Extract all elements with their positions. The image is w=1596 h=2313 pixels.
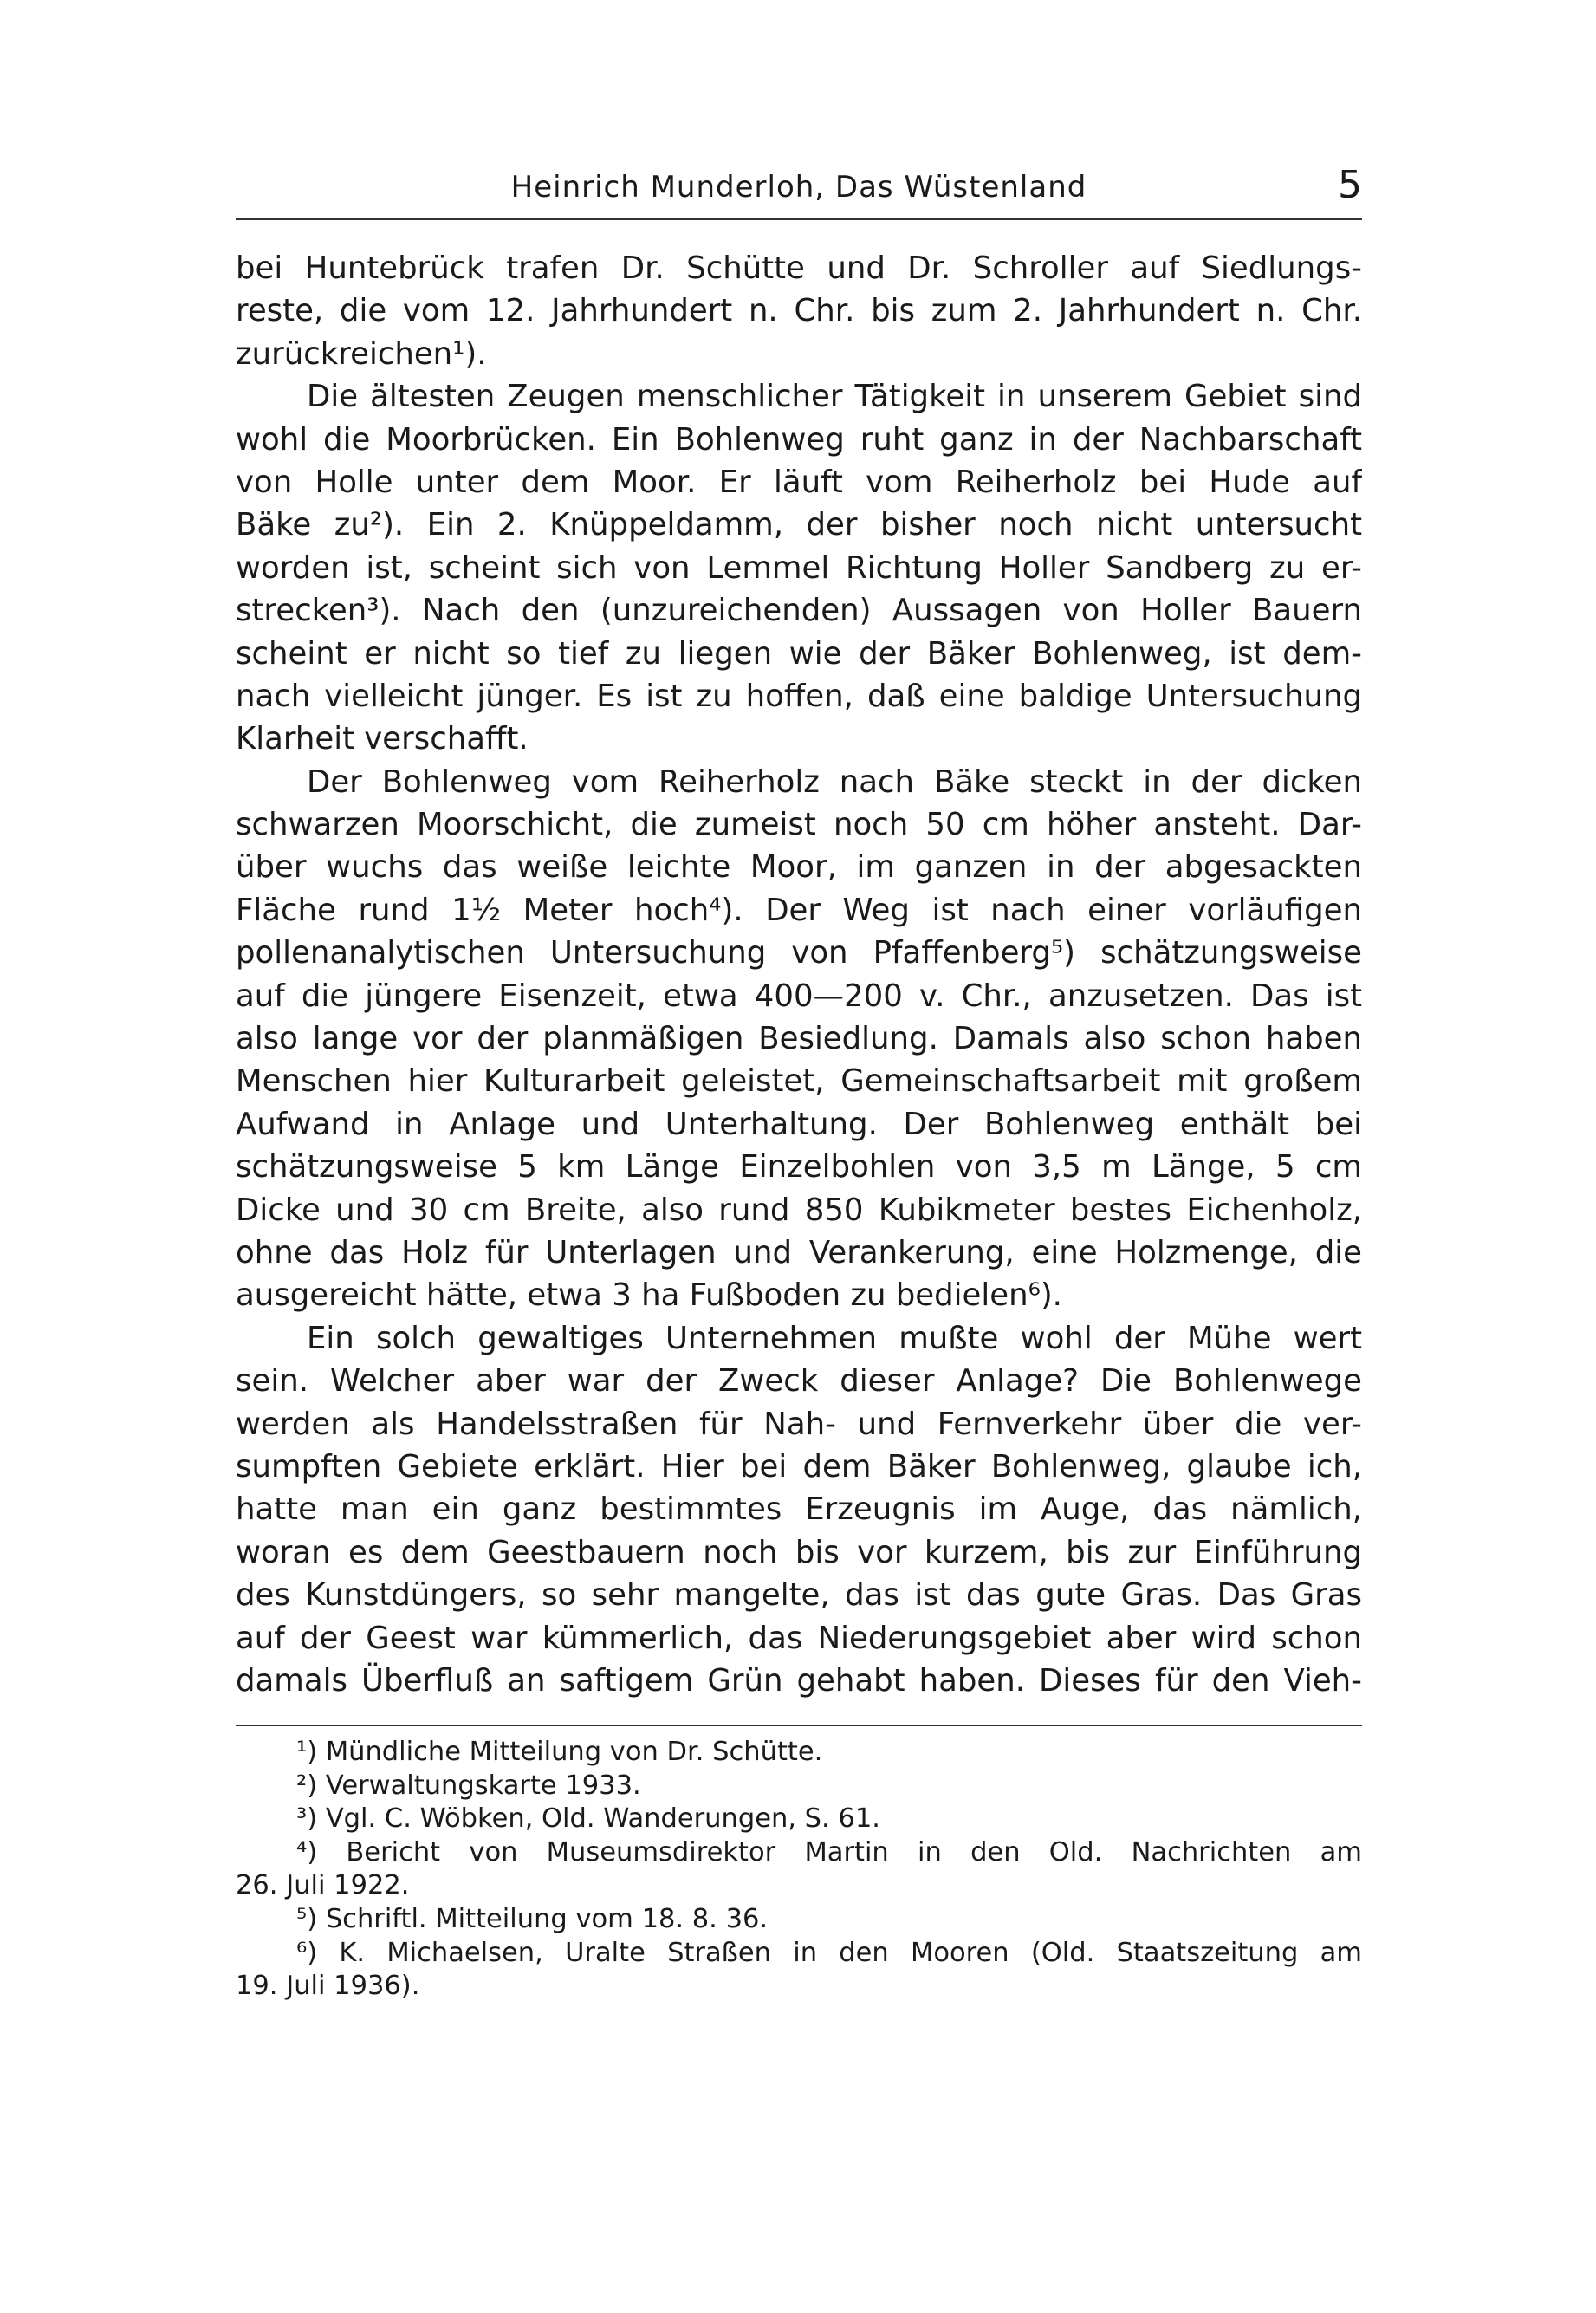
text-line: Menschen hier Kulturarbeit geleistet, Gemeinschaftsarbeit mit großem xyxy=(236,1063,1362,1100)
footnote-line: ⁶) K. Michaelsen, Uralte Straßen in den Mooren (Old. Staatszeitung am xyxy=(296,1937,1362,1968)
text-line: werden als Handelsstraßen für Nah- und Fernverkehr über die ver- xyxy=(236,1406,1362,1442)
text-line: Dicke und 30 cm Breite, also rund 850 Kubikmeter bestes Eichenholz, xyxy=(236,1192,1362,1228)
text-line: strecken³). Nach den (unzureichenden) Aussagen von Holler Bauern xyxy=(236,593,1362,629)
footnote-line: 26. Juli 1922. xyxy=(236,1870,410,1901)
main-text xyxy=(236,247,1362,1702)
footnote-line: ³) Vgl. C. Wöbken, Old. Wanderungen, S. 61. xyxy=(296,1803,880,1835)
page-header xyxy=(236,163,1362,215)
text-line: worden ist, scheint sich von Lemmel Richtung Holler Sandberg zu er- xyxy=(236,549,1362,586)
text-line: Klarheit verschafft. xyxy=(236,721,529,757)
running-title: Heinrich Munderloh, Das Wüstenland xyxy=(510,170,1087,205)
text-line: also lange vor der planmäßigen Besiedlung. Damals also schon haben xyxy=(236,1021,1362,1057)
footnote-line: ⁴) Bericht von Museumsdirektor Martin in den Old. Nachrichten am xyxy=(296,1836,1362,1868)
text-line: des Kunstdüngers, so sehr mangelte, das ist das gute Gras. Das Gras xyxy=(236,1577,1362,1614)
text-line: Bäke zu²). Ein 2. Knüppeldamm, der bisher noch nicht untersucht xyxy=(236,507,1362,543)
footnote-line: 19. Juli 1936). xyxy=(236,1971,420,2002)
text-line: Ein solch gewaltiges Unternehmen mußte wohl der Mühe wert xyxy=(307,1320,1362,1356)
text-line: von Holle unter dem Moor. Er läuft vom Reiherholz bei Hude auf xyxy=(236,464,1362,500)
text-line: pollenanalytischen Untersuchung von Pfaffenberg⁵) schätzungsweise xyxy=(236,935,1362,971)
text-line: hatte man ein ganz bestimmtes Erzeugnis im Auge, das nämlich, xyxy=(236,1491,1362,1528)
text-line: Aufwand in Anlage und Unterhaltung. Der Bohlenweg enthält bei xyxy=(236,1106,1362,1142)
text-line: bei Huntebrück trafen Dr. Schütte und Dr. Schroller auf Siedlungs- xyxy=(236,250,1362,286)
footnote-line: ¹) Mündliche Mitteilung von Dr. Schütte. xyxy=(296,1737,823,1767)
text-line: sein. Welcher aber war der Zweck dieser Anlage? Die Bohlenwege xyxy=(236,1363,1362,1400)
footnote-line: ²) Verwaltungskarte 1933. xyxy=(296,1770,641,1801)
text-line: wohl die Moorbrücken. Ein Bohlenweg ruht ganz in der Nachbarschaft xyxy=(236,421,1362,458)
text-line: schätzungsweise 5 km Länge Einzelbohlen von 3,5 m Länge, 5 cm xyxy=(236,1149,1362,1186)
footnote-rule xyxy=(236,1725,1362,1726)
text-line: nach vielleicht jünger. Es ist zu hoffen, daß eine baldige Untersuchung xyxy=(236,678,1362,714)
text-line: scheint er nicht so tief zu liegen wie der Bäker Bohlenweg, ist dem- xyxy=(236,635,1362,672)
text-line: sumpften Gebiete erklärt. Hier bei dem Bäker Bohlenweg, glaube ich, xyxy=(236,1448,1362,1485)
footnotes xyxy=(236,1736,1362,2004)
header-rule xyxy=(236,218,1362,220)
text-line: auf der Geest war kümmerlich, das Niederungsgebiet aber wird schon xyxy=(236,1620,1362,1656)
text-line: damals Überfluß an saftigem Grün gehabt haben. Dieses für den Vieh- xyxy=(236,1662,1362,1699)
text-line: Der Bohlenweg vom Reiherholz nach Bäke steckt in der dicken xyxy=(307,763,1362,800)
text-line: woran es dem Geestbauern noch bis vor kurzem, bis zur Einführung xyxy=(236,1534,1362,1570)
text-line: schwarzen Moorschicht, die zumeist noch 50 cm höher ansteht. Dar- xyxy=(236,807,1362,843)
page-number: 5 xyxy=(1338,163,1362,207)
text-line: reste, die vom 12. Jahrhundert n. Chr. bis zum 2. Jahrhundert n. Chr. xyxy=(236,293,1362,329)
text-line: Die ältesten Zeugen menschlicher Tätigkeit in unserem Gebiet sind xyxy=(307,379,1362,415)
text-line: ausgereicht hätte, etwa 3 ha Fußboden zu bedielen⁶). xyxy=(236,1277,1062,1314)
text-line: auf die jüngere Eisenzeit, etwa 400—200 v. Chr., anzusetzen. Das ist xyxy=(236,978,1362,1014)
text-line: ohne das Holz für Unterlagen und Verankerung, eine Holzmenge, die xyxy=(236,1234,1362,1270)
text-line: zurückreichen¹). xyxy=(236,335,487,372)
text-line: Fläche rund 1½ Meter hoch⁴). Der Weg ist nach einer vorläufigen xyxy=(236,892,1362,928)
footnote-line: ⁵) Schriftl. Mitteilung vom 18. 8. 36. xyxy=(296,1903,769,1934)
text-line: über wuchs das weiße leichte Moor, im ganzen in der abgesackten xyxy=(236,849,1362,886)
